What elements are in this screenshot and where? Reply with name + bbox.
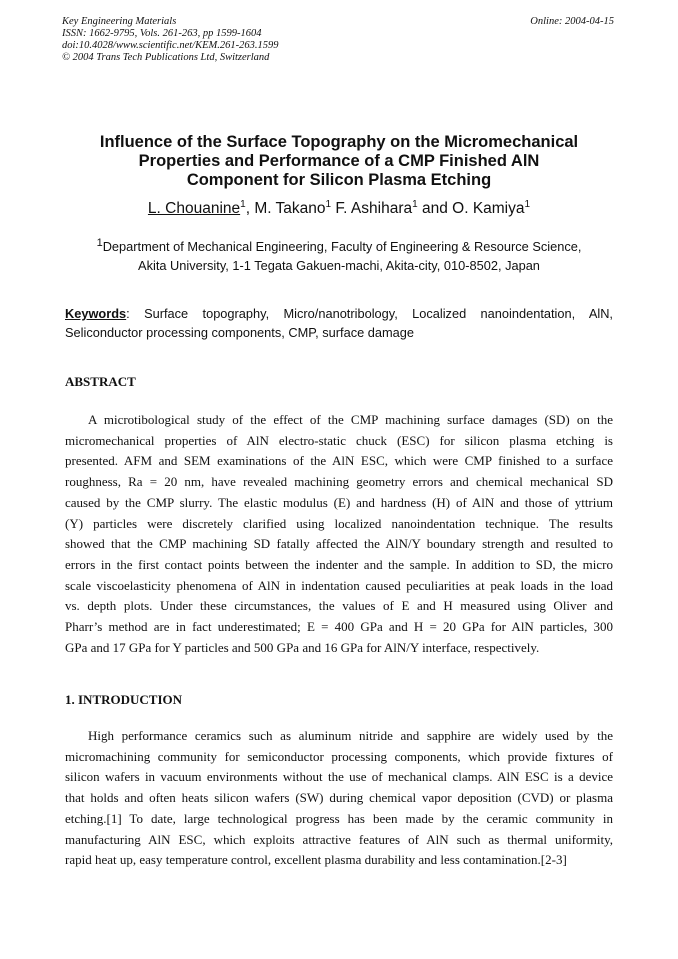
introduction-line: that holds and often heats silicon wafers (SW) during chemical vapor deposition (CVD) or plasma	[65, 790, 613, 806]
paper-title	[40, 133, 638, 190]
author: F. Ashihara	[331, 200, 413, 218]
author: and O. Kamiya	[417, 200, 525, 218]
abstract-body	[65, 410, 613, 658]
journal-name: Key Engineering Materials	[62, 16, 177, 27]
introduction-line: High performance ceramics such as aluminum nitride and sapphire are widely used by the	[88, 728, 613, 743]
abstract-line: GPa and 17 GPa for Y particles and 500 GPa and 16 GPa for AlN/Y interface, respectively.	[65, 639, 540, 655]
abstract-line: roughness, Ra = 20 nm, have revealed machining geometry errors and chemical mechanical SD	[65, 474, 613, 490]
journal-doi[interactable]: doi:10.4028/www.scientific.net/KEM.261-263.1599	[62, 40, 279, 51]
abstract-line: scale viscoelasticity phenomena of AlN in indentation caused peculiarities at peak loads in the load	[65, 577, 613, 593]
keywords-label: Keywords	[65, 306, 127, 321]
affiliation-mark: 1	[412, 199, 418, 210]
introduction-line: rapid heat up, easy temperature control, excellent plasma durability and less contamination.[2-3]	[65, 852, 567, 868]
abstract-line: (Y) particles were discretely clarified using localized nanoindentation technique. The results	[65, 515, 613, 531]
title-line: Component for Silicon Plasma Etching	[186, 171, 492, 189]
title-line: Properties and Performance of a CMP Finished AlN	[138, 152, 540, 170]
affiliation-mark: 1	[524, 199, 531, 210]
abstract-line: caused by the CMP slurry. The elastic modulus (E) and hardness (H) of AlN and those of yttrium	[65, 494, 613, 510]
abstract-heading: ABSTRACT	[65, 374, 136, 389]
affiliation-line: Akita University, 1-1 Tegata Gakuen-machi, Akita-city, 010-8502, Japan	[138, 258, 540, 273]
journal-copyright: © 2004 Trans Tech Publications Ltd, Switzerland	[62, 52, 270, 63]
abstract-line: showed that the CMP machining SD fatally affected the AlN/Y boundary strength and resulted to	[65, 536, 613, 552]
affiliation-line: Department of Mechanical Engineering, Faculty of Engineering & Resource Science,	[102, 239, 582, 254]
abstract-line: vs. depth plots. Under these circumstances, the values of E and H measured using Oliver and	[65, 598, 613, 614]
keywords-text: : Surface topography, Micro/nanotribology, Localized nanoindentation, AlN, Seliconductor processing components, CMP, surface damage	[65, 306, 613, 340]
author: , M. Takano	[245, 200, 326, 218]
author-list	[40, 199, 638, 218]
journal-issn: ISSN: 1662-9795, Vols. 261-263, pp 1599-1604	[62, 28, 262, 39]
abstract-line: errors in the first contact points between the indenter and the sample. In addition to SD, the micro	[65, 556, 613, 572]
affiliation-mark: 1	[96, 237, 103, 249]
abstract-line: Pharr’s method are in fact underestimated; E = 400 GPa and H = 20 GPa for AlN particles, 300	[65, 619, 613, 635]
introduction-heading: 1. INTRODUCTION	[65, 692, 183, 707]
title-line: Influence of the Surface Topography on the Micromechanical	[99, 133, 579, 151]
affiliation	[40, 234, 638, 275]
author-corresponding: L. Chouanine	[147, 200, 241, 218]
affiliation-mark: 1	[325, 199, 332, 210]
abstract-line: micromechanical properties of AlN electro-static chuck (ESC) for silicon plasma etching is	[65, 432, 613, 448]
abstract-line: presented. AFM and SEM examinations of the AlN ESC, which were CMP finished to a surface	[65, 453, 613, 469]
introduction-line: micromachining community for semiconductor processing components, which provide fixtures of	[65, 748, 613, 764]
introduction-line: silicon wafers in vacuum environments without the use of mechanical clamps. AlN ESC is a device	[65, 769, 613, 785]
introduction-line: manufacturing AlN ESC, which exploits attractive features of AlN such as thermal uniformity,	[65, 831, 613, 847]
affiliation-mark: 1	[240, 199, 246, 210]
online-date: Online: 2004-04-15	[530, 16, 614, 27]
keywords-block	[65, 304, 613, 342]
abstract-line: A microtibological study of the effect of the CMP machining surface damages (SD) on the	[88, 412, 613, 427]
introduction-body	[65, 726, 613, 871]
introduction-line: etching.[1] To date, large technological progress has been made by the ceramic community in	[65, 810, 613, 826]
journal-info	[62, 16, 279, 64]
